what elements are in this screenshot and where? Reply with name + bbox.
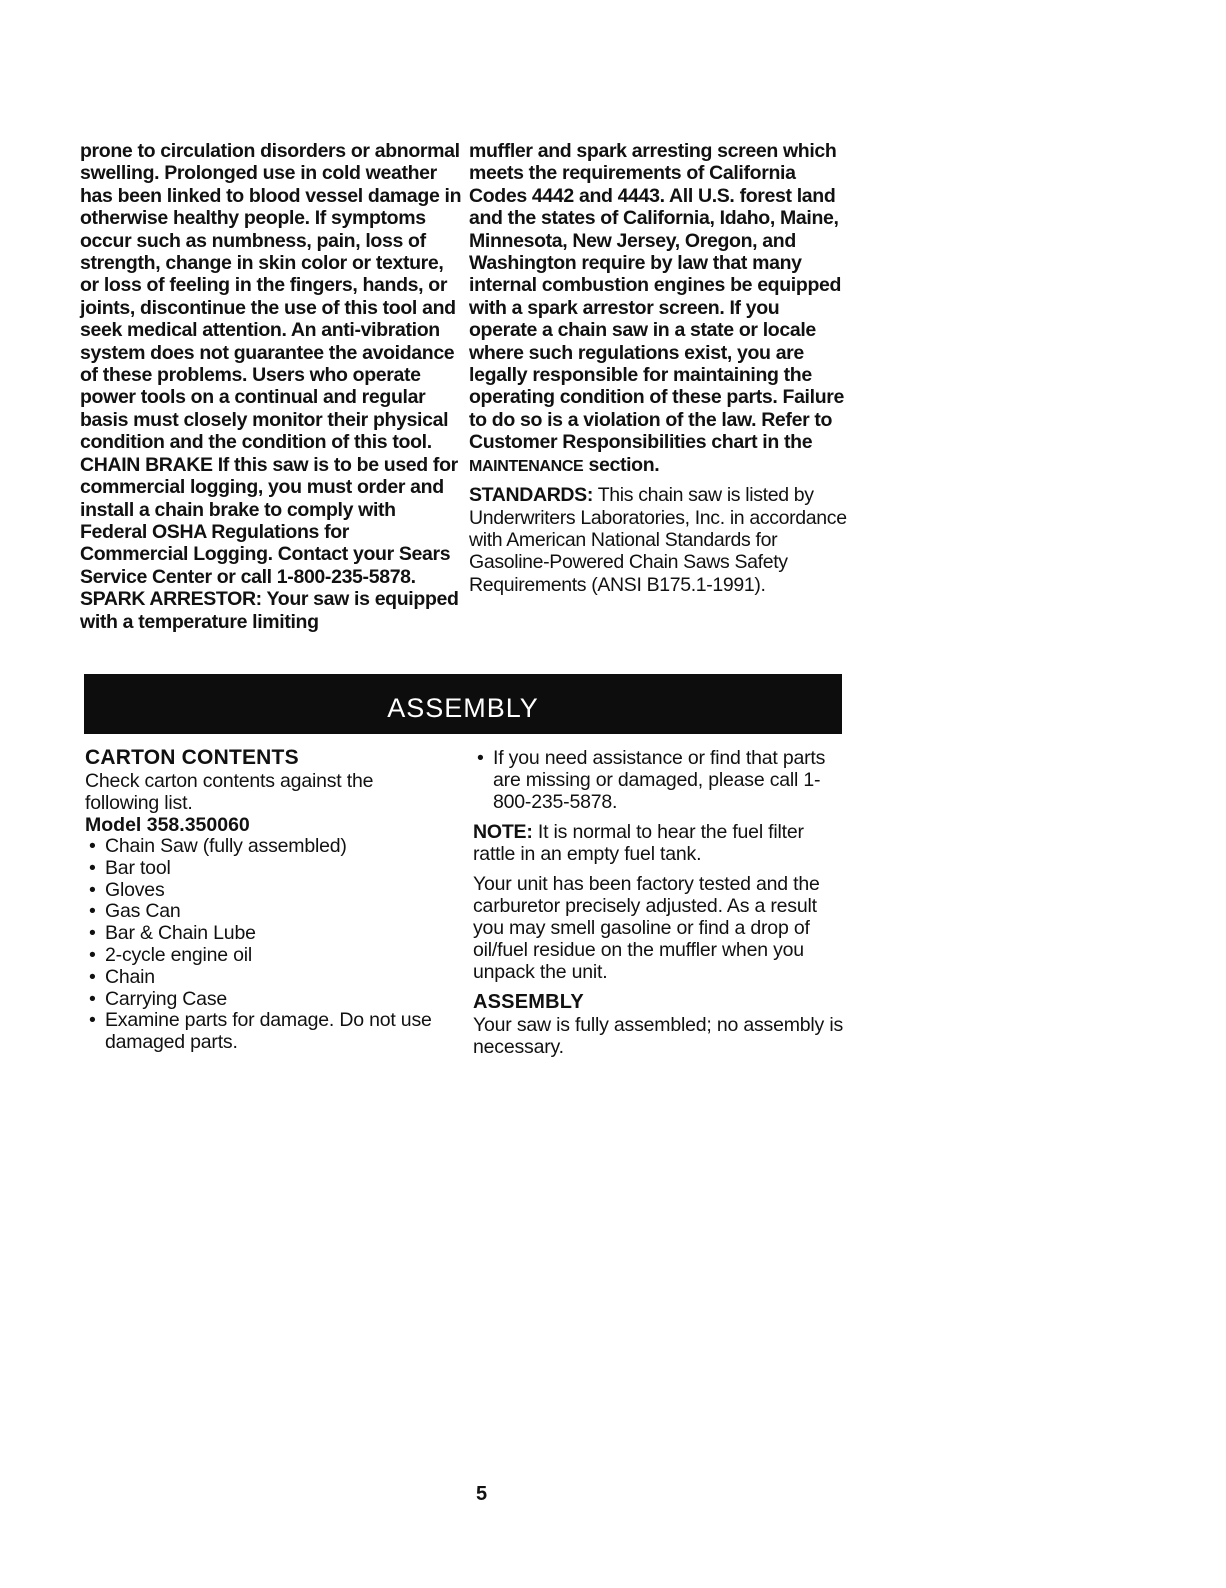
list-item: • Chain Saw (fully assembled)	[85, 836, 455, 858]
assembly-banner-title: ASSEMBLY	[387, 693, 539, 723]
assembly-heading: ASSEMBLY	[473, 991, 584, 1014]
assistance-list	[473, 748, 845, 813]
standards-paragraph	[469, 484, 847, 596]
spark-arrestor-text: Your saw is equipped with a temperature limiting	[80, 588, 459, 633]
assembly-banner	[84, 674, 842, 734]
spark-arrestor-continued-text: muffler and spark arresting screen which meets the requirements of California Codes 4442 and 4443. All U.S. forest land and the states of California, Idaho, Maine, Minnesota, New Jersey, Oregon, and Washington require by law that many internal combustion engines be equipped with a spark arrestor screen. If you operate a chain saw in a state or locale where such regulations exist, you are legally responsible for maintaining the operating condition of these parts. Failure to do so is a violation of the law. Refer to Customer Responsibilities chart in the	[469, 140, 844, 454]
list-item: • 2-cycle engine oil	[85, 945, 455, 967]
model-number: Model 358.350060	[85, 814, 250, 836]
carton-contents-intro: Check carton contents against the following list.	[85, 770, 374, 814]
list-item: • Carrying Case	[85, 989, 455, 1011]
note-text: It is normal to hear the fuel filter rattle in an empty fuel tank.	[473, 821, 804, 866]
list-item: • Examine parts for damage. Do not use damaged parts.	[85, 1010, 445, 1054]
list-item: • Bar tool	[85, 858, 455, 880]
safety-right-column	[469, 140, 847, 596]
spark-arrestor-label: SPARK ARRESTOR:	[80, 588, 262, 611]
chain-brake-paragraph	[80, 454, 462, 588]
list-item: • Chain	[85, 967, 455, 989]
carton-items-list	[85, 836, 455, 1054]
assistance-item: • If you need assistance or find that parts are missing or damaged, please call 1-800-235-5878.	[473, 748, 845, 813]
vibration-warning-text: prone to circulation disorders or abnormal swelling. Prolonged use in cold weather has been linked to blood vessel damage in otherwise healthy people. If symptoms occur such as numbness, pain, loss of strength, change in skin color or texture, or loss of feeling in the fingers, hands, or joints, discontinue the use of this tool and seek medical attention. An anti-vibration system does not guarantee the avoidance of these problems. Users who operate power tools on a continual and regular basis must closely monitor their physical condition and the condition of this tool.	[80, 140, 462, 454]
section-word: section.	[588, 453, 660, 476]
list-item: • Gas Can	[85, 901, 455, 923]
safety-left-column	[80, 140, 462, 633]
factory-tested-paragraph: Your unit has been factory tested and the carburetor precisely adjusted. As a result you may smell gasoline or find a drop of oil/fuel residue on the muffler when you unpack the unit.	[473, 873, 820, 984]
spark-arrestor-continued	[469, 140, 847, 478]
maintenance-word: MAINTENANCE	[469, 457, 584, 475]
assembly-text: Your saw is fully assembled; no assembly is necessary.	[473, 1014, 844, 1059]
page-number: 5	[476, 1483, 488, 1505]
note-label: NOTE:	[473, 821, 533, 844]
list-item: • Bar & Chain Lube	[85, 923, 455, 945]
carton-contents-section	[85, 746, 455, 1054]
assembly-notes-section	[473, 748, 845, 1058]
chain-brake-label: CHAIN BRAKE	[80, 453, 213, 476]
carton-contents-heading: CARTON CONTENTS	[85, 746, 299, 769]
spark-arrestor-paragraph	[80, 588, 462, 633]
standards-text: This chain saw is listed by Underwriters Laboratories, Inc. in accordance with American National Standards for Gasoline-Powered Chain Saws Safety Requirements (ANSI B175.1-1991).	[469, 484, 847, 596]
note-paragraph	[473, 821, 845, 865]
list-item: • Gloves	[85, 880, 455, 902]
chain-brake-text: If this saw is to be used for commercial logging, you must order and install a chain brake to comply with Federal OSHA Regulations for Commercial Logging. Contact your Sears Service Center or call 1-800-235-5878.	[80, 453, 458, 588]
standards-label: STANDARDS:	[469, 484, 593, 507]
